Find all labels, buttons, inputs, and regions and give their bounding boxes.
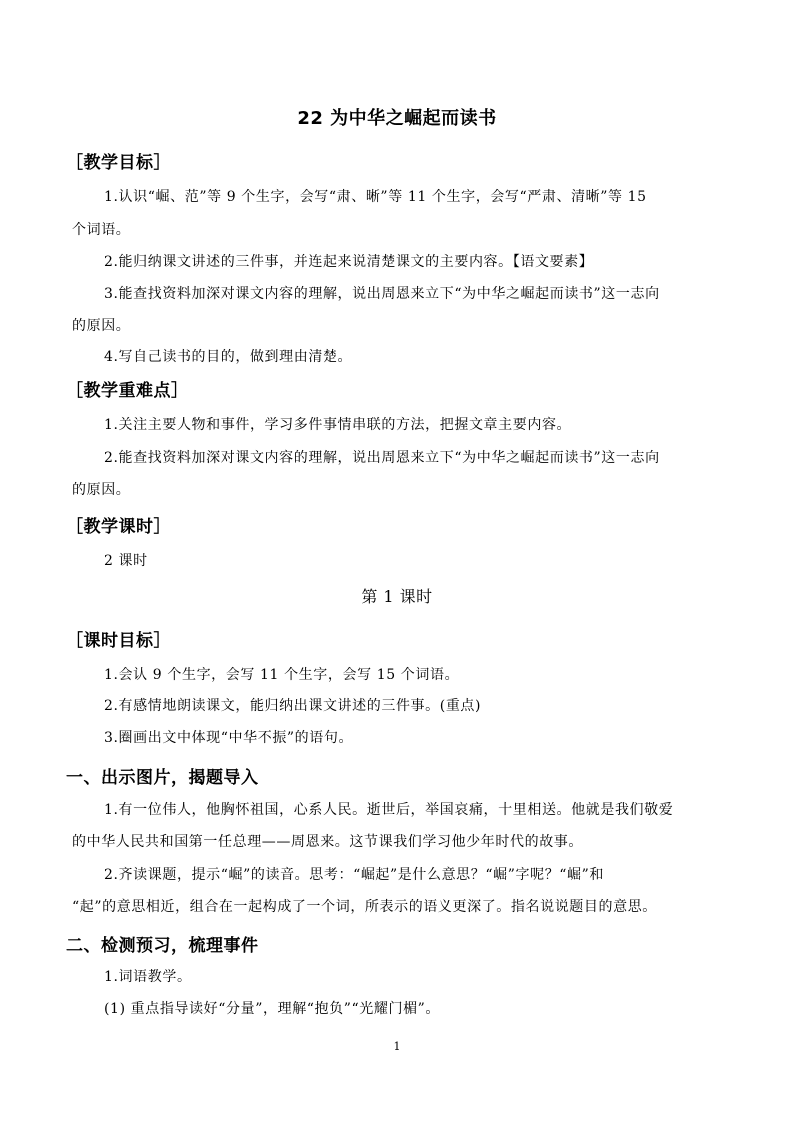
goal-item-1-line-1: 1.认识“崛、范”等 9 个生字，会写“肃、晰”等 11 个生字，会写“严肃、清晰”等 15 <box>104 189 647 205</box>
goal-item-3-line-1: 3.能查找资料加深对课文内容的理解，说出周恩来立下“为中华之崛起而读书”这一志向 <box>104 286 660 302</box>
key-item-1: 1.关注主要人物和事件，学习多件事情串联的方法，把握文章主要内容。 <box>104 417 572 433</box>
part-1-heading: 一、出示图片，揭题导入 <box>66 768 259 788</box>
part-2-heading: 二、检测预习，梳理事件 <box>66 936 259 956</box>
part-1-para-2-line-2: “起”的意思相近，组合在一起构成了一个词，所表示的语义更深了。指名说说题目的意思。 <box>72 899 657 915</box>
goal-item-2: 2.能归纳课文讲述的三件事，并连起来说清楚课文的主要内容。【语文要素】 <box>104 254 594 270</box>
lesson-1-title: 第 1 课时 <box>361 587 433 606</box>
part-1-para-2-line-1: 2.齐读课题，提示“崛”的读音。思考：“崛起”是什么意思？“崛”字呢？“崛”和 <box>104 867 605 883</box>
part-1-para-1-line-2: 的中华人民共和国第一任总理——周恩来。这节课我们学习他少年时代的故事。 <box>72 834 583 850</box>
section-heading-key-points: ［教学重难点］ <box>66 381 189 401</box>
part-2-item-1: 1.词语教学。 <box>104 969 192 985</box>
lesson-goal-2: 2.有感情地朗读课文，能归纳出课文讲述的三件事。(重点) <box>104 698 482 714</box>
key-item-2-line-1: 2.能查找资料加深对课文内容的理解，说出周恩来立下“为中华之崛起而读书”这一志向 <box>104 450 660 466</box>
part-2-item-1-sub-1: (1) 重点指导读好“分量”，理解“抱负”“光耀门楣”。 <box>104 1001 441 1017</box>
goal-item-1-line-2: 个词语。 <box>72 222 131 238</box>
section-heading-lesson-goals: ［课时目标］ <box>66 631 171 651</box>
key-item-2-line-2: 的原因。 <box>72 482 131 498</box>
section-heading-class-hours: ［教学课时］ <box>66 517 171 537</box>
lesson-goal-1: 1.会认 9 个生字，会写 11 个生字，会写 15 个词语。 <box>104 667 460 683</box>
goal-item-3-line-2: 的原因。 <box>72 318 131 334</box>
lesson-goal-3: 3.圈画出文中体现“中华不振”的语句。 <box>104 730 354 746</box>
page-number: 1 <box>393 1040 401 1053</box>
section-heading-teaching-goals: ［教学目标］ <box>66 153 171 173</box>
class-hours-value: 2 课时 <box>104 553 148 569</box>
goal-item-4: 4.写自己读书的目的，做到理由清楚。 <box>104 349 353 365</box>
part-1-para-1-line-1: 1.有一位伟人，他胸怀祖国，心系人民。逝世后，举国哀痛，十里相送。他就是我们敬爱 <box>104 802 674 818</box>
document-title: 22 为中华之崛起而读书 <box>297 108 497 129</box>
